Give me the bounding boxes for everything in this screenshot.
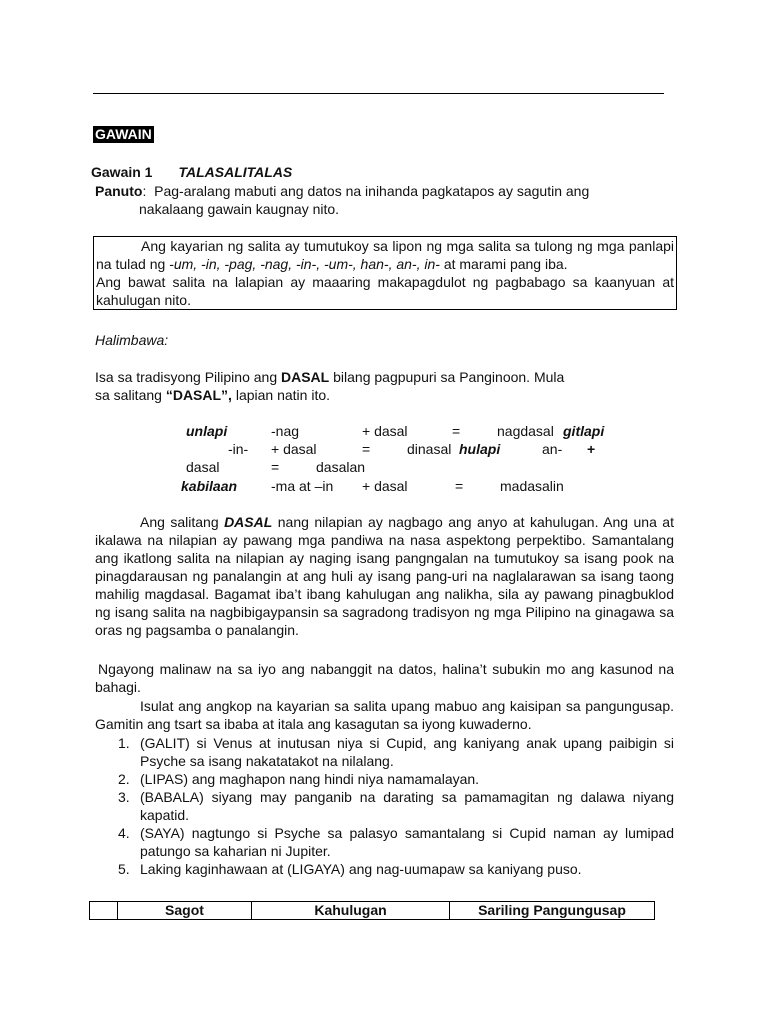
table-header-sagot: Sagot <box>118 902 252 920</box>
equals-sign: = <box>452 423 461 439</box>
word-dasal: dasal <box>186 459 220 475</box>
list-text: (BABALA) siyang may panganib na darating sa pamamagitan ng dalawa niyang kapatid. <box>140 789 674 823</box>
panuto-text-1: Pag-aralang mabuti ang datos na inihanda pagkatapos ay sagutin ang <box>154 183 590 199</box>
list-text: Laking kaginhawaan at (LIGAYA) ang nag-uumapaw sa kaniyang puso. <box>140 861 582 877</box>
definition-text-b: at marami pang iba. <box>439 256 568 272</box>
halimbawa-label: Halimbawa: <box>95 332 169 348</box>
definition-box <box>93 236 677 310</box>
top-rule <box>93 93 664 94</box>
list-item <box>118 734 674 770</box>
table-header-sariling-pangungusap: Sariling Pangungusap <box>450 902 655 920</box>
panuto-label: Panuto <box>95 183 143 199</box>
intro-line-2 <box>95 386 330 404</box>
intro-text-c: bilang pagpupuri sa Panginoon. Mula <box>329 369 565 385</box>
intro-text-a: Isa sa tradisyong Pilipino ang <box>95 369 281 385</box>
definition-paragraph-2: Ang bawat salita na lalapian ay maaaring makapagdulot ng pagbabago sa kaanyuan at kahulugan nito. <box>96 274 674 308</box>
kabilaan-label: kabilaan <box>181 478 238 494</box>
hulapi-label: hulapi <box>459 441 501 457</box>
gawain-tag: GAWAIN <box>95 126 152 142</box>
isulat-paragraph: Isulat ang angkop na kayarian sa salita upang mabuo ang kaisipan sa pangungusap. Gamitin ang tsart sa ibaba at itala ang kasagutan sa iyong kuwaderno. <box>95 698 674 732</box>
ngayon-paragraph: Ngayong malinaw na sa iyo ang nabanggit na datos, halina’t subukin mo ang kasunod na bahagi. <box>95 661 674 695</box>
equals-sign: = <box>455 478 464 494</box>
result-madasalin: madasalin <box>500 478 564 494</box>
intro-dasal: DASAL <box>281 369 330 385</box>
intro-dasal-quoted: “DASAL”, <box>165 387 232 403</box>
list-item <box>118 770 674 788</box>
list-text: (GALIT) si Venus at inutusan niya si Cupid, ang kaniyang anak upang paibigin si Psyche sa isang nakatatakot na nilalang. <box>140 735 674 769</box>
explanation-text-a: Ang salitang <box>140 514 225 530</box>
affix-an: an- <box>542 441 563 457</box>
list-text: (LIPAS) ang maghapon nang hindi niya namamalayan. <box>140 771 480 787</box>
list-text: (SAYA) nagtungo si Psyche sa palasyo samantalang si Cupid naman ay lumipad patungo sa kaharian ni Jupiter. <box>140 825 674 859</box>
plus-dasal: + dasal <box>362 478 408 494</box>
explanation-text-c: nang nilapian ay nagbago ang anyo at kahulugan. Ang una at ikalawa na nilapian ay pawang mga pandiwa na nasa aspektong perpektibo. Samantalang ang ikatlong salita na nilapian ay naging isang pangngalan na tumutukoy sa isang pook na pinagdarausan ng panalangin at ang huli ay isang pang-uri na naglalarawan sa isang taong mahilig magdasal. Bagamat iba’t ibang kahulugan ang nalikha, sila ay pawang pinagbuklod ng isang salita na nagbibigaypansin sa sagradong tradisyon ng mga Pilipino na ginagawa sa oras ng pagsamba o panalangin. <box>95 514 674 638</box>
gawain-label: Gawain 1 <box>91 164 153 180</box>
affix-nag: -nag <box>271 423 300 439</box>
exercise-list <box>118 734 674 878</box>
result-nagdasal: nagdasal <box>497 423 554 439</box>
gitlapi-label: gitlapi <box>563 423 605 439</box>
table-header-blank <box>90 902 118 920</box>
affix-in: -in- <box>228 441 249 457</box>
intro-line-1 <box>95 368 564 386</box>
definition-paragraph-1 <box>96 237 674 273</box>
plus-sign: + <box>587 441 596 457</box>
list-item <box>118 860 674 878</box>
explanation-paragraph <box>95 513 674 639</box>
gawain-heading <box>91 163 292 181</box>
affix-list: -um, -in, -pag, -nag, -in-, -um-, han-, an-, in- <box>169 256 440 272</box>
list-item <box>118 824 674 860</box>
intro-text-d: sa salitang <box>95 387 166 403</box>
list-number: 5. <box>118 861 130 877</box>
table-header-row <box>90 902 655 920</box>
plus-dasal: + dasal <box>362 423 408 439</box>
list-item <box>118 788 674 824</box>
gawain-title: TALASALITALAS <box>178 164 293 180</box>
affix-ma-in: -ma at –in <box>271 478 334 494</box>
plus-dasal: + dasal <box>271 441 317 457</box>
result-dasalan: dasalan <box>316 459 366 475</box>
equals-sign: = <box>271 459 280 475</box>
intro-text-e: lapian natin ito. <box>231 387 331 403</box>
list-number: 1. <box>118 735 130 751</box>
answer-table <box>89 901 655 920</box>
panuto-line: Panuto: Pag-aralang mabuti ang datos na inihanda pagkatapos ay sagutin ang <box>95 183 590 199</box>
list-number: 3. <box>118 789 130 805</box>
unlapi-label: unlapi <box>186 423 228 439</box>
panuto-text-2: nakalaang gawain kaugnay nito. <box>139 201 340 217</box>
result-dinasal: dinasal <box>407 441 452 457</box>
table-header-kahulugan: Kahulugan <box>252 902 450 920</box>
definition-text-a: Ang kayarian ng salita ay tumutukoy sa lipon ng mga salita sa tulong ng mga panlapi na tulad ng <box>96 238 674 272</box>
equals-sign: = <box>362 441 371 457</box>
list-number: 4. <box>118 825 130 841</box>
explanation-dasal: DASAL <box>224 514 273 530</box>
list-number: 2. <box>118 771 130 787</box>
